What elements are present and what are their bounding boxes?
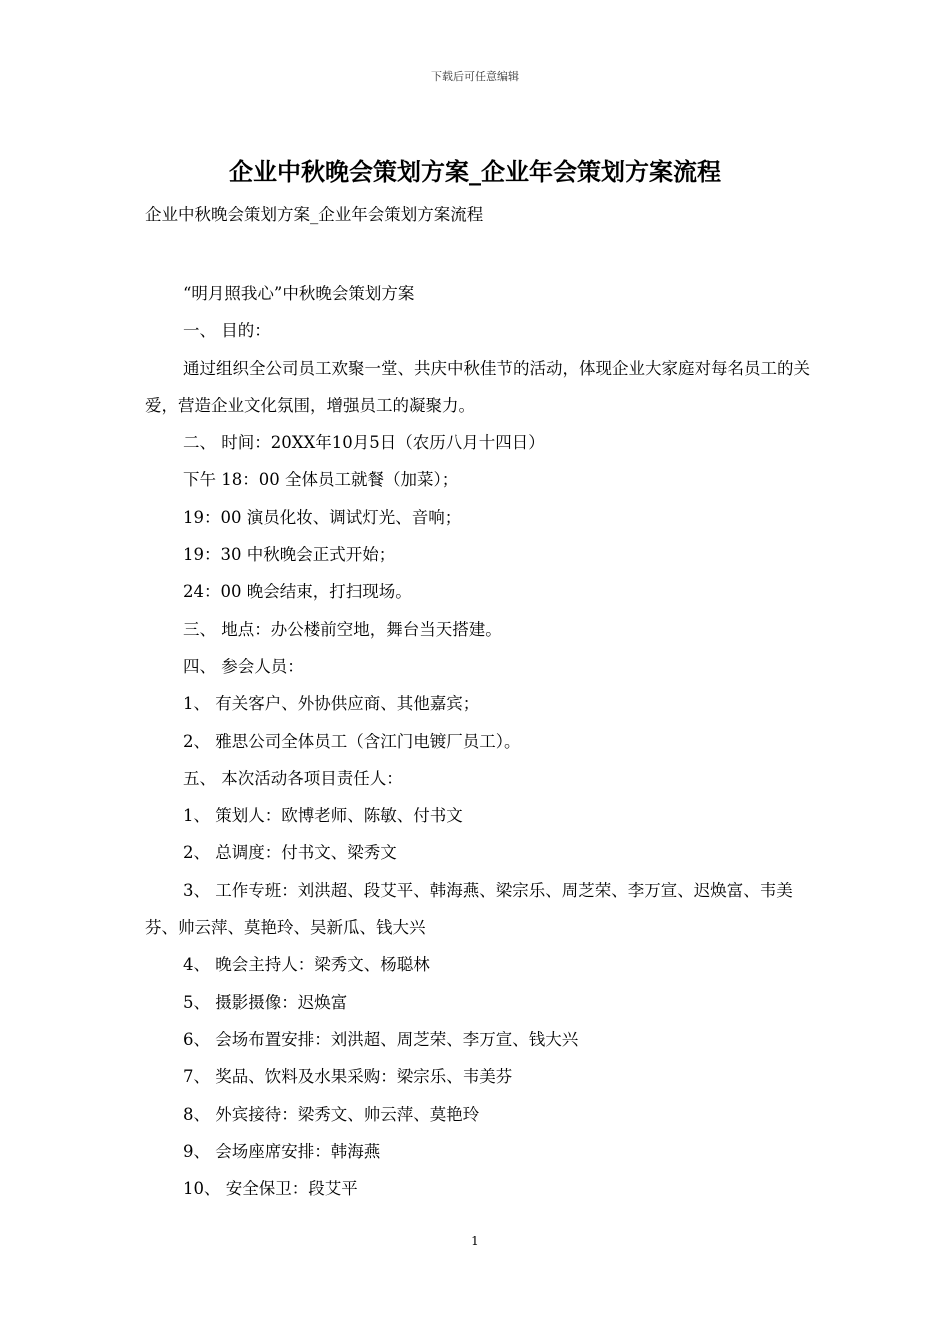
list-item: 7、 奖品、饮料及水果采购：梁宗乐、韦美芬 <box>183 1067 513 1087</box>
list-item: 4、 晚会主持人：梁秀文、杨聪林 <box>183 955 430 975</box>
plan-title: “明月照我心”中秋晚会策划方案 <box>183 284 415 303</box>
schedule-item: 24：00 晚会结束，打扫现场。 <box>183 582 412 602</box>
list-item: 1、 有关客户、外协供应商、其他嘉宾； <box>183 694 480 714</box>
schedule-item: 19：30 中秋晚会正式开始； <box>183 545 396 565</box>
list-item: 10、 安全保卫：段艾平 <box>183 1179 358 1199</box>
page-header: 下载后可任意编辑 <box>431 70 519 83</box>
schedule-item: 19：00 演员化妆、调试灯光、音响； <box>183 507 462 527</box>
list-item: 3、 工作专班：刘洪超、段艾平、韩海燕、梁宗乐、周芝荣、李万宣、迟焕富、韦美芬、帅云萍、莫艳玲、吴新瓜、钱大兴 <box>145 880 793 938</box>
list-item: 9、 会场座席安排：韩海燕 <box>183 1141 381 1161</box>
list-item: 6、 会场布置安排：刘洪超、周芝荣、李万宣、钱大兴 <box>183 1029 579 1049</box>
list-item: 5、 摄影摄像：迟焕富 <box>183 992 348 1012</box>
schedule-item: 下午 18：00 全体员工就餐（加菜）； <box>183 470 459 490</box>
section-heading: 三、 地点：办公楼前空地，舞台当天搭建。 <box>183 619 502 639</box>
document-subtitle: 企业中秋晚会策划方案_企业年会策划方案流程 <box>145 205 484 224</box>
document-body <box>145 275 810 1207</box>
document-title: 企业中秋晚会策划方案_企业年会策划方案流程 <box>229 158 721 186</box>
list-item: 8、 外宾接待：梁秀文、帅云萍、莫艳玲 <box>183 1104 480 1124</box>
page-number: 1 <box>471 1234 479 1248</box>
list-item: 1、 策划人：欧博老师、陈敏、付书文 <box>183 806 463 826</box>
section-heading: 五、 本次活动各项目责任人： <box>183 768 403 788</box>
section-heading: 一、 目的： <box>183 321 271 341</box>
list-item: 2、 雅思公司全体员工（含江门电镀厂员工）。 <box>183 731 521 751</box>
list-item: 2、 总调度：付书文、梁秀文 <box>183 843 397 863</box>
section-heading: 二、 时间：20XX年10月5日（农历八月十四日） <box>183 433 545 453</box>
paragraph: 通过组织全公司员工欢聚一堂、共庆中秋佳节的活动，体现企业大家庭对每名员工的关爱，营造企业文化氛围，增强员工的凝聚力。 <box>145 358 810 415</box>
section-heading: 四、 参会人员： <box>183 656 304 676</box>
